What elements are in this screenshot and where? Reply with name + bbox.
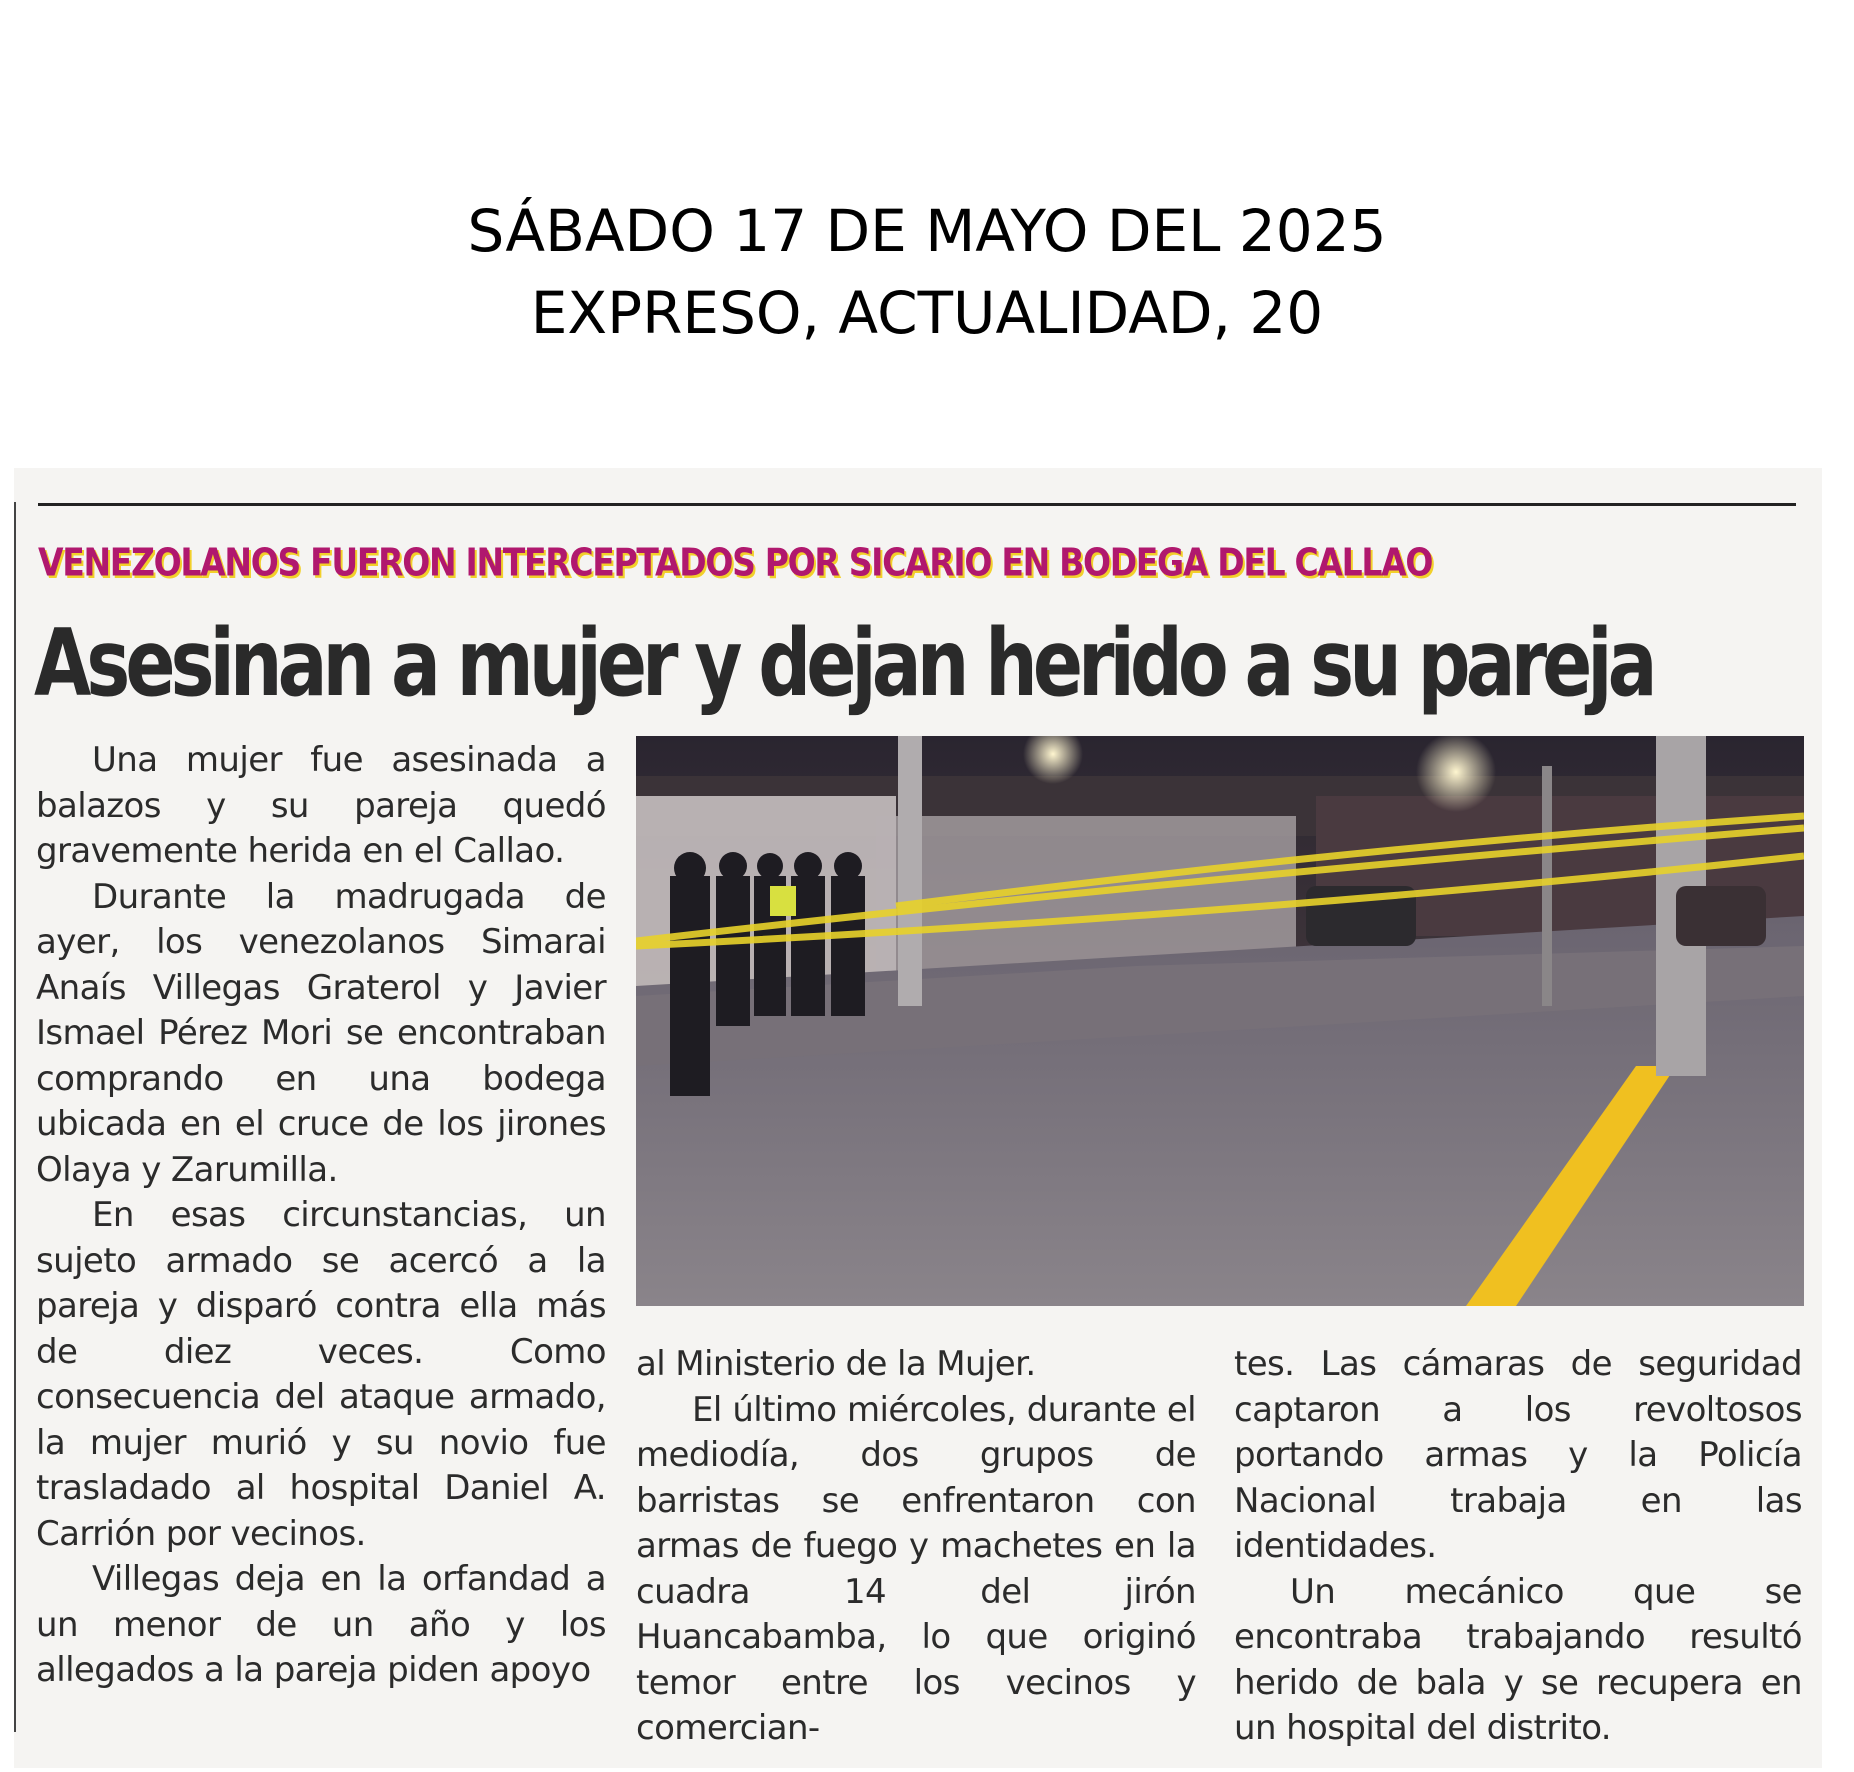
article-headline: Asesinan a mujer y dejan herido a su pareja [34, 610, 1653, 718]
paragraph: El último miércoles, durante el mediodía, dos grupos de barristas se enfrentaron con armas de fuego y machetes en la cuadra 14 del jirón Huancabamba, lo que originó temor entre los vecinos y comercian- [636, 1389, 1196, 1748]
article-column-1 [36, 738, 606, 1694]
article-column-3 [1234, 1342, 1802, 1752]
paragraph: Un mecánico que se encontraba trabajando resultó herido de bala y se recupera en un hospital del distrito. [1234, 1571, 1802, 1748]
article-kicker: VENEZOLANOS FUERON INTERCEPTADOS POR SICARIO EN BODEGA DEL CALLAO [38, 540, 1433, 585]
top-rule [38, 503, 1796, 506]
article-column-2 [636, 1342, 1196, 1752]
left-rule [14, 502, 16, 1732]
paragraph: En esas circunstancias, un sujeto armado se acercó a la pareja y disparó contra ella más de diez veces. Como consecuencia del ataque armado, la mujer murió y su novio fue trasladado al hospital Daniel A. Carrión por vecinos. [36, 1195, 606, 1554]
paragraph-continuation: tes. Las cámaras de seguridad captaron a los revoltosos portando armas y la Policía Nacional trabaja en las identidades. [1234, 1344, 1802, 1566]
date-line: SÁBADO 17 DE MAYO DEL 2025 [467, 197, 1387, 265]
article-photo [636, 736, 1804, 1306]
crime-scene-photo [636, 736, 1804, 1306]
paragraph: Villegas deja en la orfandad a un menor de un año y los allegados a la pareja piden apoyo [36, 1559, 606, 1690]
clipping-date-header [0, 190, 1854, 354]
source-line: EXPRESO, ACTUALIDAD, 20 [530, 279, 1324, 347]
newspaper-clipping [14, 468, 1822, 1768]
paragraph: Durante la madrugada de ayer, los venezolanos Simarai Anaís Villegas Graterol y Javier Ismael Pérez Mori se encontraban comprando en una bodega ubicada en el cruce de los jirones Olaya y Zarumilla. [36, 876, 606, 1190]
paragraph: Una mujer fue asesinada a balazos y su pareja quedó gravemente herida en el Callao. [36, 740, 606, 871]
paragraph-continuation: al Ministerio de la Mujer. [636, 1344, 1036, 1384]
